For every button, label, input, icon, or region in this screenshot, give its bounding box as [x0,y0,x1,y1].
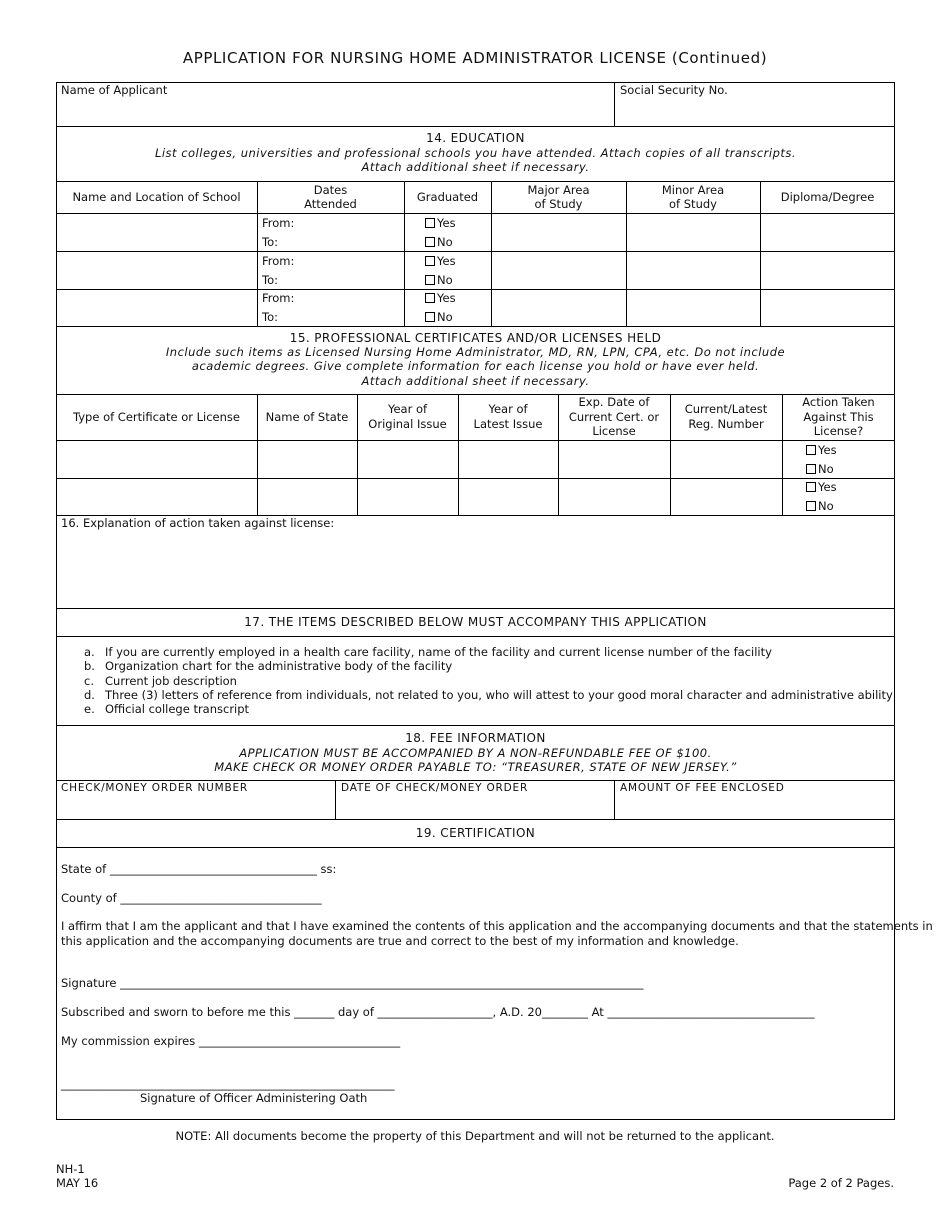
applicant-name-label: Name of Applicant [61,83,168,97]
edu-row2-to-label: To: [262,273,278,287]
list-item [84,702,893,716]
form-id: NH-1 [56,1162,85,1176]
edu-col-major-1: Major Area [527,183,590,197]
edu-col-dates-1: Dates [313,183,348,197]
fee-heading: 18. FEE INFORMATION [405,731,546,745]
list-item [84,688,893,702]
no-label: No [818,462,834,476]
edu-row3-from-label: From: [262,291,295,305]
cert-row1-yes[interactable] [806,443,837,457]
checkbox-icon[interactable] [425,312,435,322]
education-heading: 14. EDUCATION [426,131,525,145]
edu-row3-yes[interactable] [425,291,456,305]
cert-col-orig-2: Original Issue [368,417,447,431]
edu-row3-to-label: To: [262,310,278,324]
item-letter: e. [84,702,95,717]
yes-label: Yes [437,254,456,268]
item-text: Current job description [105,673,237,688]
check-date-label: DATE OF CHECK/MONEY ORDER [341,782,529,794]
officer-signature-label: Signature of Officer Administering Oath [140,1091,368,1105]
item-text: Official college transcript [105,702,250,717]
edu-row1-to-label: To: [262,235,278,249]
item-text: If you are currently employed in a health care facility, name of the facility and current license number of the facility [105,645,772,659]
cert-col-reg-1: Current/Latest [684,402,768,416]
yes-label: Yes [818,443,837,457]
affirm-text-2: this application and the accompanying documents are true and correct to the best of my information and knowledge. [61,934,739,948]
edu-row2-yes[interactable] [425,254,456,268]
list-item [84,645,893,659]
fee-amount-field[interactable] [615,796,894,818]
edu-row1-from-label: From: [262,216,295,230]
checkbox-icon[interactable] [425,293,435,303]
fee-line-1: APPLICATION MUST BE ACCOMPANIED BY A NON-REFUNDABLE FEE OF $100. [239,746,712,760]
ssn-label: Social Security No. [620,83,728,97]
cert-row2-no[interactable] [806,499,834,513]
no-label: No [437,235,453,249]
county-line[interactable]: County of ___________________________________ [61,891,322,905]
yes-label: Yes [437,291,456,305]
affirm-text-1: I affirm that I am the applicant and that I have examined the contents of this application and the accompanying documents and that the statements in [61,919,933,933]
edu-row2-no[interactable] [425,273,453,287]
item-letter: a. [84,645,95,659]
edu-row3-no[interactable] [425,310,453,324]
cert-row1-no[interactable] [806,462,834,476]
education-instruction-2: Attach additional sheet if necessary. [361,160,590,174]
officer-signature-line[interactable]: __________________________________________________________ [61,1077,395,1091]
item-text: Organization chart for the administrative body of the facility [105,659,453,674]
item-letter: b. [84,659,95,674]
edu-col-graduated: Graduated [416,190,479,204]
checkbox-icon[interactable] [806,501,816,511]
item-letter: c. [84,673,94,688]
edu-row2-from-label: From: [262,254,295,268]
state-line[interactable]: State of ____________________________________ ss: [61,862,337,876]
check-number-label: CHECK/MONEY ORDER NUMBER [61,782,249,794]
certificates-instruction-3: Attach additional sheet if necessary. [361,374,590,388]
cert-col-action-3: License? [813,424,864,438]
explanation-label: 16. Explanation of action taken against license: [61,516,335,530]
edu-col-dates-2: Attended [304,197,357,211]
commission-line[interactable]: My commission expires ___________________________________ [61,1034,401,1048]
checkbox-icon[interactable] [806,464,816,474]
cert-col-exp-1: Exp. Date of [578,395,650,409]
edu-col-major-2: of Study [534,197,583,211]
no-label: No [437,273,453,287]
signature-line[interactable]: Signature ___________________________________________________________________________________________ [61,976,644,990]
form-date: MAY 16 [56,1176,99,1190]
ssn-field[interactable] [615,97,894,126]
certificates-instruction-1: Include such items as Licensed Nursing Home Administrator, MD, RN, LPN, CPA, etc. Do not include [165,345,786,359]
certification-heading: 19. CERTIFICATION [415,826,536,840]
edu-col-school: Name and Location of School [72,190,241,204]
item-text: Three (3) letters of reference from individuals, not related to you, who will attest to your good moral character and administrative ability [105,687,893,702]
no-label: No [818,499,834,513]
item-letter: d. [84,687,95,702]
list-item [84,674,893,688]
edu-col-minor-2: of Study [669,197,717,211]
cert-col-action-2: Against This [803,410,874,424]
checkbox-icon[interactable] [425,275,435,285]
checkbox-icon[interactable] [425,256,435,266]
certificates-instruction-2: academic degrees. Give complete information for each license you hold or have ever held. [191,359,760,373]
checkbox-icon[interactable] [425,237,435,247]
edu-col-minor-1: Minor Area [661,183,725,197]
sworn-line[interactable]: Subscribed and sworn to before me this _______ day of ____________________, A.D. 20________ At ____________________________________ [61,1005,815,1019]
yes-label: Yes [818,480,837,494]
cert-row2-yes[interactable] [806,480,837,494]
checkbox-icon[interactable] [806,445,816,455]
yes-label: Yes [437,216,456,230]
checkbox-icon[interactable] [425,218,435,228]
required-items-list [84,645,893,716]
check-date-field[interactable] [336,796,613,818]
fee-amount-label: AMOUNT OF FEE ENCLOSED [620,782,785,794]
page-title: APPLICATION FOR NURSING HOME ADMINISTRATOR LICENSE (Continued) [182,49,768,67]
cert-col-orig-1: Year of [387,402,428,416]
fee-line-2: MAKE CHECK OR MONEY ORDER PAYABLE TO: “TREASURER, STATE OF NEW JERSEY.” [214,760,737,774]
cert-col-action-1: Action Taken [802,395,875,409]
education-instruction-1: List colleges, universities and professional schools you have attended. Attach copies of all transcripts. [154,146,797,160]
cert-col-exp-2: Current Cert. or [568,410,660,424]
edu-col-diploma: Diploma/Degree [780,190,875,204]
list-item [84,659,893,673]
applicant-name-field[interactable] [57,97,613,126]
edu-row1-yes[interactable] [425,216,456,230]
edu-row1-no[interactable] [425,235,453,249]
cert-col-latest-1: Year of [488,402,528,416]
cert-col-latest-2: Latest Issue [473,417,543,431]
cert-col-state: Name of State [265,410,349,424]
cert-col-reg-2: Reg. Number [688,417,764,431]
cert-col-exp-3: License [592,424,636,438]
checkbox-icon[interactable] [806,482,816,492]
check-number-field[interactable] [57,796,334,818]
note: NOTE: All documents become the property of this Department and will not be returned to the applicant. [175,1129,775,1143]
items-heading: 17. THE ITEMS DESCRIBED BELOW MUST ACCOMPANY THIS APPLICATION [244,615,707,629]
page-number: Page 2 of 2 Pages. [788,1176,894,1190]
certificates-heading: 15. PROFESSIONAL CERTIFICATES AND/OR LICENSES HELD [289,331,662,345]
explanation-field[interactable] [57,532,894,607]
no-label: No [437,310,453,324]
cert-col-type: Type of Certificate or License [73,410,240,424]
